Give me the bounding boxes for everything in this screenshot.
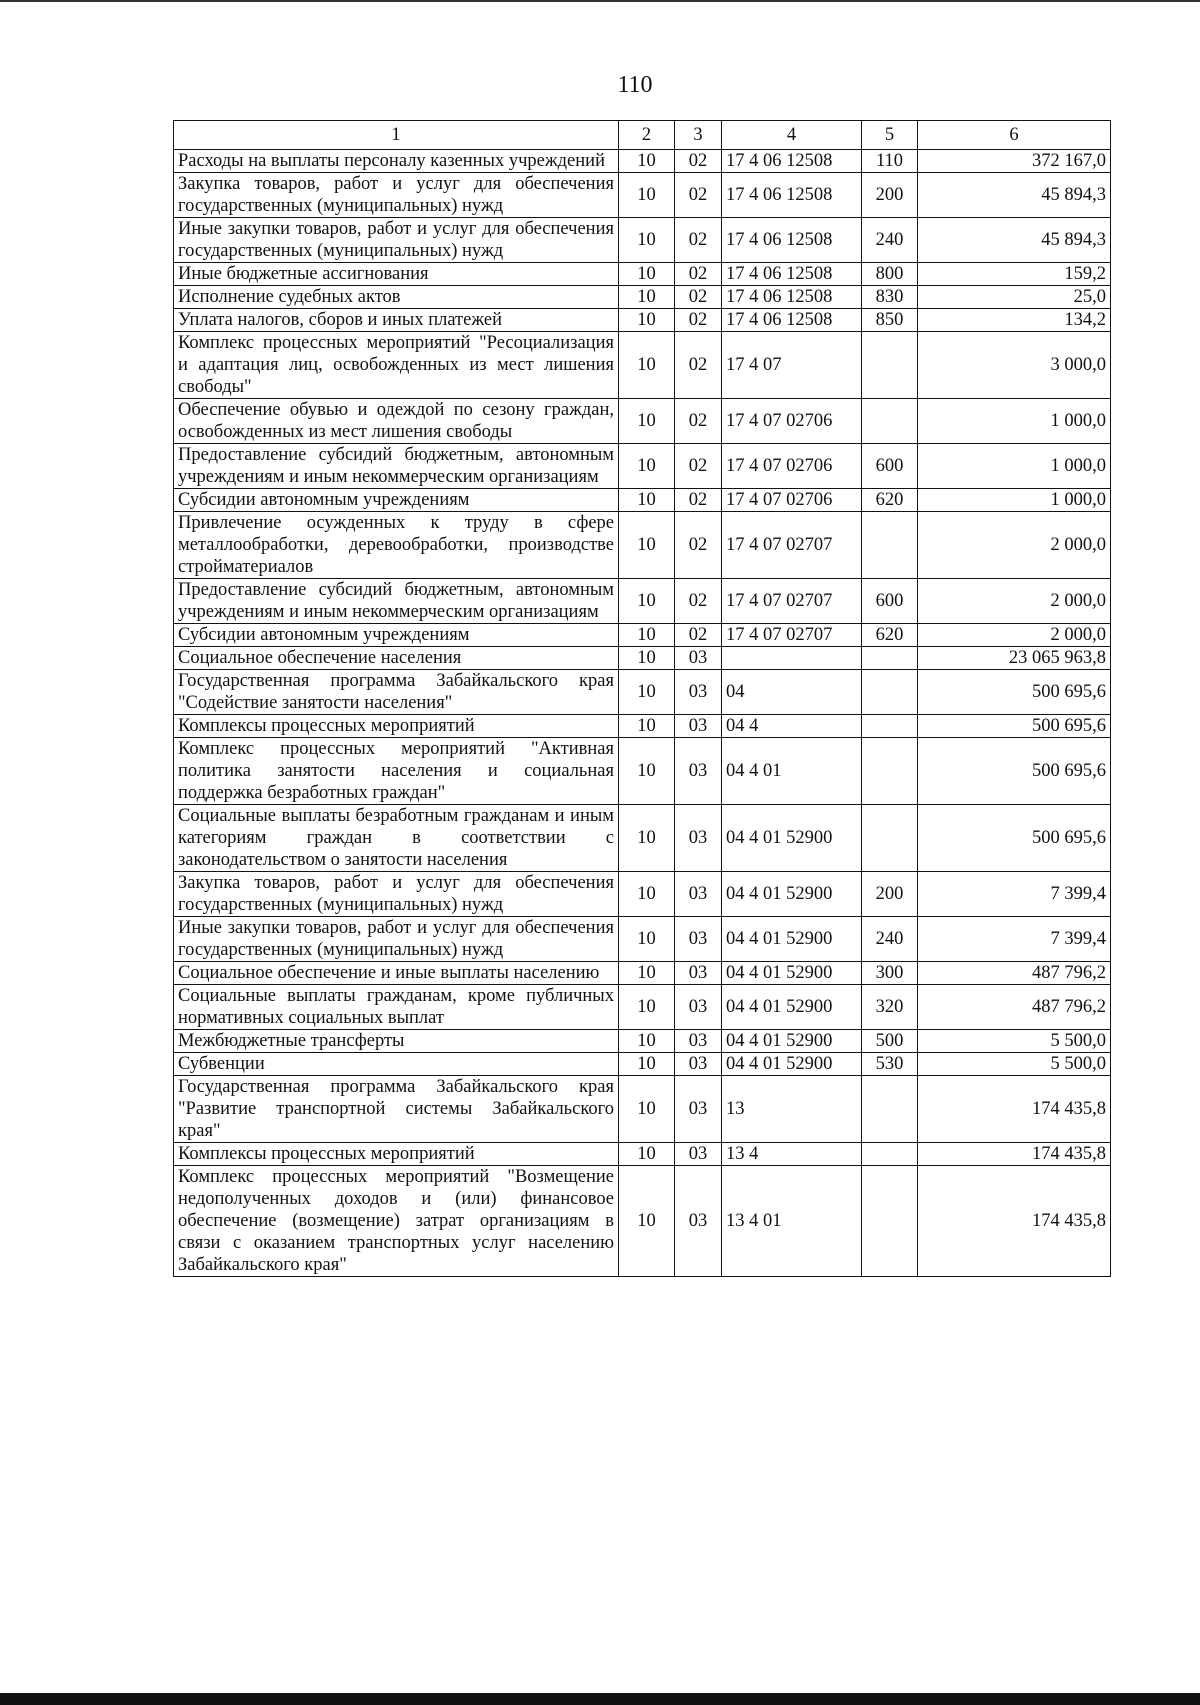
- target-article-cell: 17 4 06 12508: [722, 218, 862, 263]
- amount-cell: 45 894,3: [918, 173, 1111, 218]
- row-name-cell: Субсидии автономным учреждениям: [174, 489, 619, 512]
- table-row: [174, 309, 1111, 332]
- table-row: [174, 286, 1111, 309]
- row-name-cell: Уплата налогов, сборов и иных платежей: [174, 309, 619, 332]
- scan-top-edge: [0, 0, 1200, 2]
- subsection-code-cell: 03: [675, 962, 722, 985]
- amount-cell: 372 167,0: [918, 150, 1111, 173]
- amount-cell: 7 399,4: [918, 917, 1111, 962]
- expense-type-cell: 240: [862, 218, 918, 263]
- table-row: [174, 332, 1111, 399]
- row-name-cell: Комплекс процессных мероприятий "Активная политика занятости населения и социальная поддержка безработных граждан": [174, 738, 619, 805]
- expense-type-cell: 500: [862, 1030, 918, 1053]
- row-name-cell: Государственная программа Забайкальского края "Развитие транспортной системы Забайкальского края": [174, 1076, 619, 1143]
- amount-cell: 500 695,6: [918, 738, 1111, 805]
- target-article-cell: 04 4 01 52900: [722, 962, 862, 985]
- section-code-cell: 10: [619, 512, 675, 579]
- target-article-cell: 17 4 06 12508: [722, 173, 862, 218]
- amount-cell: 1 000,0: [918, 489, 1111, 512]
- section-code-cell: 10: [619, 1143, 675, 1166]
- row-name-cell: Расходы на выплаты персоналу казенных учреждений: [174, 150, 619, 173]
- column-header: 5: [862, 121, 918, 150]
- section-code-cell: 10: [619, 647, 675, 670]
- subsection-code-cell: 03: [675, 715, 722, 738]
- expense-type-cell: 200: [862, 173, 918, 218]
- section-code-cell: 10: [619, 1166, 675, 1277]
- table-row: [174, 173, 1111, 218]
- row-name-cell: Исполнение судебных актов: [174, 286, 619, 309]
- section-code-cell: 10: [619, 738, 675, 805]
- row-name-cell: Предоставление субсидий бюджетным, автономным учреждениям и иным некоммерческим организациям: [174, 444, 619, 489]
- table-body: [174, 150, 1111, 1277]
- section-code-cell: 10: [619, 805, 675, 872]
- expense-type-cell: 800: [862, 263, 918, 286]
- table-row: [174, 489, 1111, 512]
- amount-cell: 487 796,2: [918, 962, 1111, 985]
- section-code-cell: 10: [619, 444, 675, 489]
- expense-type-cell: [862, 715, 918, 738]
- section-code-cell: 10: [619, 624, 675, 647]
- row-name-cell: Закупка товаров, работ и услуг для обеспечения государственных (муниципальных) нужд: [174, 173, 619, 218]
- amount-cell: 1 000,0: [918, 444, 1111, 489]
- table-row: [174, 579, 1111, 624]
- table-row: [174, 399, 1111, 444]
- section-code-cell: 10: [619, 1030, 675, 1053]
- table-row: [174, 150, 1111, 173]
- row-name-cell: Комплекс процессных мероприятий "Возмещение недополученных доходов и (или) финансовое обеспечение (возмещение) затрат организациям в связи с оказанием транспортных услуг населению Забайкальского края": [174, 1166, 619, 1277]
- column-header: 3: [675, 121, 722, 150]
- expense-type-cell: 110: [862, 150, 918, 173]
- table-row: [174, 670, 1111, 715]
- expense-type-cell: 830: [862, 286, 918, 309]
- target-article-cell: 04: [722, 670, 862, 715]
- amount-cell: 174 435,8: [918, 1166, 1111, 1277]
- target-article-cell: 04 4 01 52900: [722, 1053, 862, 1076]
- subsection-code-cell: 02: [675, 579, 722, 624]
- row-name-cell: Комплексы процессных мероприятий: [174, 1143, 619, 1166]
- target-article-cell: 17 4 07 02707: [722, 579, 862, 624]
- row-name-cell: Комплекс процессных мероприятий "Ресоциализация и адаптация лиц, освобожденных из мест лишения свободы": [174, 332, 619, 399]
- amount-cell: 5 500,0: [918, 1030, 1111, 1053]
- table-row: [174, 218, 1111, 263]
- subsection-code-cell: 03: [675, 805, 722, 872]
- scan-bottom-edge: [0, 1693, 1200, 1705]
- target-article-cell: 17 4 07 02706: [722, 399, 862, 444]
- subsection-code-cell: 02: [675, 263, 722, 286]
- target-article-cell: 17 4 07 02707: [722, 624, 862, 647]
- expense-type-cell: [862, 805, 918, 872]
- expense-type-cell: [862, 1076, 918, 1143]
- row-name-cell: Обеспечение обувью и одеждой по сезону граждан, освобожденных из мест лишения свободы: [174, 399, 619, 444]
- page-number: 110: [617, 72, 653, 98]
- amount-cell: 5 500,0: [918, 1053, 1111, 1076]
- amount-cell: 487 796,2: [918, 985, 1111, 1030]
- target-article-cell: 13 4: [722, 1143, 862, 1166]
- row-name-cell: Социальное обеспечение населения: [174, 647, 619, 670]
- row-name-cell: Иные бюджетные ассигнования: [174, 263, 619, 286]
- expense-type-cell: 620: [862, 624, 918, 647]
- expense-type-cell: 200: [862, 872, 918, 917]
- section-code-cell: 10: [619, 1053, 675, 1076]
- amount-cell: 134,2: [918, 309, 1111, 332]
- target-article-cell: 17 4 06 12508: [722, 286, 862, 309]
- table-row: [174, 985, 1111, 1030]
- subsection-code-cell: 03: [675, 670, 722, 715]
- row-name-cell: Привлечение осужденных к труду в сфере металлообработки, деревообработки, производстве стройматериалов: [174, 512, 619, 579]
- section-code-cell: 10: [619, 399, 675, 444]
- target-article-cell: 17 4 07: [722, 332, 862, 399]
- target-article-cell: 17 4 06 12508: [722, 309, 862, 332]
- target-article-cell: [722, 647, 862, 670]
- section-code-cell: 10: [619, 489, 675, 512]
- expense-type-cell: [862, 1166, 918, 1277]
- subsection-code-cell: 02: [675, 286, 722, 309]
- section-code-cell: 10: [619, 173, 675, 218]
- subsection-code-cell: 02: [675, 218, 722, 263]
- subsection-code-cell: 03: [675, 738, 722, 805]
- expense-type-cell: 530: [862, 1053, 918, 1076]
- expense-type-cell: 850: [862, 309, 918, 332]
- target-article-cell: 04 4 01 52900: [722, 805, 862, 872]
- section-code-cell: 10: [619, 715, 675, 738]
- table-row: [174, 1143, 1111, 1166]
- section-code-cell: 10: [619, 150, 675, 173]
- section-code-cell: 10: [619, 985, 675, 1030]
- section-code-cell: 10: [619, 332, 675, 399]
- target-article-cell: 04 4 01 52900: [722, 985, 862, 1030]
- expense-type-cell: 600: [862, 444, 918, 489]
- target-article-cell: 04 4 01 52900: [722, 917, 862, 962]
- expense-type-cell: [862, 399, 918, 444]
- section-code-cell: 10: [619, 218, 675, 263]
- subsection-code-cell: 03: [675, 872, 722, 917]
- amount-cell: 174 435,8: [918, 1076, 1111, 1143]
- budget-table: [173, 120, 1111, 1277]
- row-name-cell: Межбюджетные трансферты: [174, 1030, 619, 1053]
- amount-cell: 2 000,0: [918, 512, 1111, 579]
- amount-cell: 174 435,8: [918, 1143, 1111, 1166]
- expense-type-cell: [862, 670, 918, 715]
- row-name-cell: Комплексы процессных мероприятий: [174, 715, 619, 738]
- section-code-cell: 10: [619, 286, 675, 309]
- subsection-code-cell: 03: [675, 647, 722, 670]
- expense-type-cell: 300: [862, 962, 918, 985]
- row-name-cell: Иные закупки товаров, работ и услуг для обеспечения государственных (муниципальных) нужд: [174, 917, 619, 962]
- row-name-cell: Закупка товаров, работ и услуг для обеспечения государственных (муниципальных) нужд: [174, 872, 619, 917]
- target-article-cell: 04 4 01: [722, 738, 862, 805]
- subsection-code-cell: 02: [675, 332, 722, 399]
- table-row: [174, 1030, 1111, 1053]
- table-row: [174, 738, 1111, 805]
- row-name-cell: Субсидии автономным учреждениям: [174, 624, 619, 647]
- table-header-row: [174, 121, 1111, 150]
- subsection-code-cell: 03: [675, 1053, 722, 1076]
- table-row: [174, 263, 1111, 286]
- row-name-cell: Социальные выплаты безработным гражданам и иным категориям граждан в соответствии с законодательством о занятости населения: [174, 805, 619, 872]
- column-header: 6: [918, 121, 1111, 150]
- subsection-code-cell: 03: [675, 985, 722, 1030]
- subsection-code-cell: 02: [675, 444, 722, 489]
- row-name-cell: Государственная программа Забайкальского края "Содействие занятости населения": [174, 670, 619, 715]
- subsection-code-cell: 03: [675, 1166, 722, 1277]
- section-code-cell: 10: [619, 579, 675, 624]
- subsection-code-cell: 03: [675, 1143, 722, 1166]
- subsection-code-cell: 03: [675, 1030, 722, 1053]
- expense-type-cell: [862, 332, 918, 399]
- table-row: [174, 512, 1111, 579]
- table-row: [174, 872, 1111, 917]
- expense-type-cell: 240: [862, 917, 918, 962]
- expense-type-cell: [862, 738, 918, 805]
- row-name-cell: Социальное обеспечение и иные выплаты населению: [174, 962, 619, 985]
- expense-type-cell: 320: [862, 985, 918, 1030]
- row-name-cell: Иные закупки товаров, работ и услуг для обеспечения государственных (муниципальных) нужд: [174, 218, 619, 263]
- column-header: 1: [174, 121, 619, 150]
- subsection-code-cell: 02: [675, 624, 722, 647]
- table-row: [174, 1076, 1111, 1143]
- row-name-cell: Социальные выплаты гражданам, кроме публичных нормативных социальных выплат: [174, 985, 619, 1030]
- amount-cell: 500 695,6: [918, 715, 1111, 738]
- section-code-cell: 10: [619, 872, 675, 917]
- target-article-cell: 17 4 07 02707: [722, 512, 862, 579]
- amount-cell: 7 399,4: [918, 872, 1111, 917]
- amount-cell: 25,0: [918, 286, 1111, 309]
- amount-cell: 2 000,0: [918, 579, 1111, 624]
- expense-type-cell: 620: [862, 489, 918, 512]
- subsection-code-cell: 02: [675, 489, 722, 512]
- target-article-cell: 13: [722, 1076, 862, 1143]
- subsection-code-cell: 03: [675, 917, 722, 962]
- target-article-cell: 04 4: [722, 715, 862, 738]
- row-name-cell: Предоставление субсидий бюджетным, автономным учреждениям и иным некоммерческим организациям: [174, 579, 619, 624]
- target-article-cell: 17 4 06 12508: [722, 263, 862, 286]
- table-row: [174, 647, 1111, 670]
- table-row: [174, 805, 1111, 872]
- section-code-cell: 10: [619, 309, 675, 332]
- subsection-code-cell: 03: [675, 1076, 722, 1143]
- table-row: [174, 1166, 1111, 1277]
- section-code-cell: 10: [619, 670, 675, 715]
- amount-cell: 23 065 963,8: [918, 647, 1111, 670]
- amount-cell: 45 894,3: [918, 218, 1111, 263]
- row-name-cell: Субвенции: [174, 1053, 619, 1076]
- subsection-code-cell: 02: [675, 309, 722, 332]
- amount-cell: 3 000,0: [918, 332, 1111, 399]
- target-article-cell: 17 4 07 02706: [722, 444, 862, 489]
- subsection-code-cell: 02: [675, 173, 722, 218]
- section-code-cell: 10: [619, 962, 675, 985]
- table-row: [174, 962, 1111, 985]
- target-article-cell: 17 4 06 12508: [722, 150, 862, 173]
- amount-cell: 159,2: [918, 263, 1111, 286]
- table-row: [174, 624, 1111, 647]
- expense-type-cell: [862, 512, 918, 579]
- table-row: [174, 1053, 1111, 1076]
- column-header: 2: [619, 121, 675, 150]
- subsection-code-cell: 02: [675, 399, 722, 444]
- table-row: [174, 917, 1111, 962]
- target-article-cell: 04 4 01 52900: [722, 872, 862, 917]
- target-article-cell: 04 4 01 52900: [722, 1030, 862, 1053]
- amount-cell: 2 000,0: [918, 624, 1111, 647]
- column-header: 4: [722, 121, 862, 150]
- subsection-code-cell: 02: [675, 512, 722, 579]
- section-code-cell: 10: [619, 263, 675, 286]
- target-article-cell: 13 4 01: [722, 1166, 862, 1277]
- amount-cell: 500 695,6: [918, 805, 1111, 872]
- expense-type-cell: [862, 647, 918, 670]
- table-row: [174, 715, 1111, 738]
- amount-cell: 500 695,6: [918, 670, 1111, 715]
- subsection-code-cell: 02: [675, 150, 722, 173]
- expense-type-cell: [862, 1143, 918, 1166]
- target-article-cell: 17 4 07 02706: [722, 489, 862, 512]
- section-code-cell: 10: [619, 1076, 675, 1143]
- amount-cell: 1 000,0: [918, 399, 1111, 444]
- section-code-cell: 10: [619, 917, 675, 962]
- expense-type-cell: 600: [862, 579, 918, 624]
- table-row: [174, 444, 1111, 489]
